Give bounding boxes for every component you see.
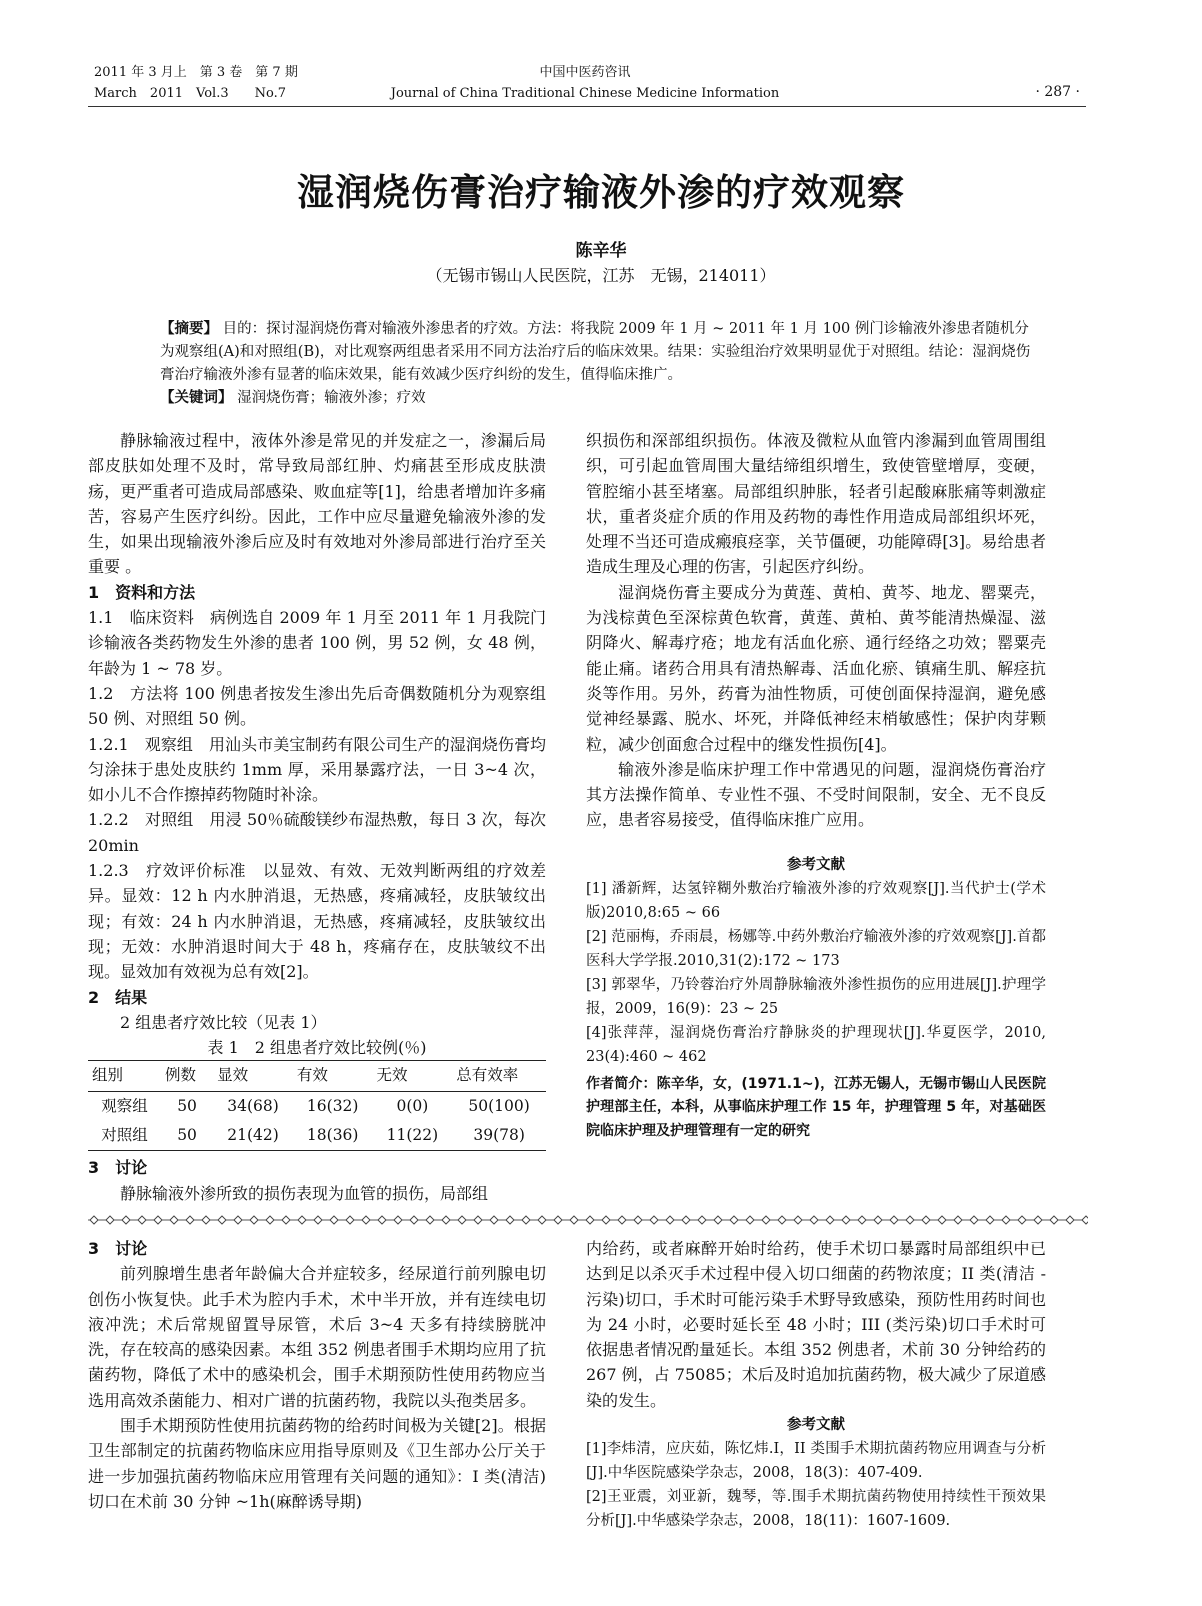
lower-paragraph-1: 前列腺增生患者年龄偏大合并症较多，经尿道行前列腺电切创伤小恢复快。此手术为腔内手术，术中半开放，并有连续电切液冲洗；术后常规留置导尿管，术后 3~4 天多有持续膀胱冲洗，存在较高的感染因素。本组 352 例患者围手术期均应用了抗菌药物，降低了术中的感染机会，围手术期预防性使用药物应当选用高效杀菌能力、相对广谱的抗菌药物，我院以头孢类居多。: [88, 1264, 546, 1410]
table-header: 组别: [88, 1061, 161, 1091]
article-title: 湿润烧伤膏治疗输液外渗的疗效观察: [297, 171, 905, 214]
section-divider: [88, 1212, 1088, 1228]
references-title: 参考文献: [787, 856, 845, 873]
divider-diamond: [570, 1216, 578, 1224]
divider-diamond: [810, 1216, 818, 1224]
divider-diamond: [426, 1216, 434, 1224]
divider-diamond: [346, 1216, 354, 1224]
section-2-heading: 2 结果: [88, 987, 148, 1007]
section-1-2-2: 1.2.2 对照组 用浸 50％硫酸镁纱布湿热敷，每日 3 次，每次 20min: [88, 810, 546, 855]
divider-diamond: [250, 1216, 258, 1224]
divider-diamond: [1002, 1216, 1010, 1224]
divider-diamond: [586, 1216, 594, 1224]
section-1-heading: 1 资料和方法: [88, 582, 196, 602]
divider-diamond: [410, 1216, 418, 1224]
divider-diamond: [522, 1216, 530, 1224]
divider-diamond: [330, 1216, 338, 1224]
abstract-block: [160, 318, 1040, 410]
table-cell: 观察组: [101, 1096, 148, 1115]
journal-name-en: Journal of China Traditional Chinese Medicine Information: [390, 86, 780, 101]
divider-diamond: [202, 1216, 210, 1224]
divider-diamond: [1050, 1216, 1058, 1224]
section-3-text: 静脉输液外渗所致的损伤表现为血管的损伤，局部组: [120, 1183, 489, 1203]
divider-diamond: [298, 1216, 306, 1224]
divider-diamond: [938, 1216, 946, 1224]
lower-references: [586, 1413, 1046, 1533]
divider-diamond: [378, 1216, 386, 1224]
table-cell: 21(42): [213, 1121, 293, 1151]
author-affiliation: （无锡市锡山人民医院，江苏 无锡，214011）: [426, 266, 776, 285]
table-caption: 表 1 2 组患者疗效比较例(％): [207, 1038, 427, 1058]
divider-diamond: [186, 1216, 194, 1224]
table-cell: 39(78): [452, 1121, 546, 1151]
section-2-text: 2 组患者疗效比较（见表 1）: [120, 1012, 327, 1032]
divider-diamond: [634, 1216, 642, 1224]
table-cell: 18(36): [293, 1121, 373, 1151]
divider-diamond: [714, 1216, 722, 1224]
discussion-paragraph-3: 输液外渗是临床护理工作中常遇见的问题，湿润烧伤膏治疗其方法操作简单、专业性不强、不受时间限制，安全、无不良反应，患者容易接受，值得临床推广应用。: [586, 759, 1046, 830]
divider-diamond: [922, 1216, 930, 1224]
divider-diamond: [90, 1216, 98, 1224]
table-cell: 对照组: [88, 1121, 161, 1151]
issue-line-en: March 2011 Vol.3 No.7: [94, 86, 286, 101]
divider-diamond: [746, 1216, 754, 1224]
keywords-label: 【关键词】: [160, 390, 233, 406]
right-column: [586, 428, 1046, 1143]
divider-diamond: [1034, 1216, 1042, 1224]
discussion-paragraph-1: 织损伤和深部组织损伤。体液及微粒从血管内渗漏到血管周围组织，可引起血管周围大量结缔组织增生，致使管壁增厚，变硬，管腔缩小甚至堵塞。局部组织肿胀，轻者引起酸麻胀痛等刺激症状，重者炎症介质的作用及药物的毒性作用造成局部组织坏死，处理不当还可造成瘢痕痉挛，关节僵硬，功能障碍[3]。易给患者造成生理及心理的伤害，引起医疗纠纷。: [586, 431, 1046, 577]
page-number: · 287 ·: [1035, 84, 1080, 100]
divider-diamond: [618, 1216, 626, 1224]
section-1-2: 1.2 方法将 100 例患者按发生渗出先后奇偶数随机分为观察组 50 例、对照组 50 例。: [88, 683, 546, 729]
table-cell: 50: [177, 1096, 197, 1115]
table-row: [88, 1121, 546, 1151]
lower-section-3-heading: 3 讨论: [88, 1239, 148, 1258]
reference-item: [4]张萍萍，湿润烧伤膏治疗静脉炎的护理现状[J].华夏医学，2010, 23(4):460 ~ 462: [586, 1024, 1046, 1065]
table-header-row: [88, 1061, 546, 1091]
divider-diamond: [218, 1216, 226, 1224]
divider-diamond: [506, 1216, 514, 1224]
divider-diamond: [970, 1216, 978, 1224]
journal-name: [80, 62, 1090, 104]
divider-diamond: [730, 1216, 738, 1224]
divider-diamond: [538, 1216, 546, 1224]
author-name: 陈辛华: [575, 241, 627, 261]
section-1-2-3: 1.2.3 疗效评价标准 以显效、有效、无效判断两组的疗效差异。显效：12 h 内水肿消退，无热感，疼痛减轻，皮肤皱纹出现；有效：24 h 内水肿消退，无热感，疼痛减轻，皮肤皱纹出现；无效：水肿消退时间大于 48 h，疼痛存在，皮肤皱纹不出现。显效加有效视为总有效[2]。: [88, 861, 546, 982]
divider-diamond: [474, 1216, 482, 1224]
divider-diamond: [282, 1216, 290, 1224]
keywords-text: 湿润烧伤膏；输液外渗；疗效: [237, 390, 426, 406]
left-column: [88, 428, 546, 1206]
table-header: 有效: [293, 1061, 373, 1091]
reference-item: [2] 范丽梅，乔雨晨，杨娜等.中药外敷治疗输液外渗的疗效观察[J].首都医科大学学报.2010,31(2):172 ~ 173: [586, 928, 1046, 969]
section-3-heading: 3 讨论: [88, 1158, 148, 1178]
lower-right-column: [586, 1236, 1046, 1533]
divider-diamond: [794, 1216, 802, 1224]
divider-diamond: [778, 1216, 786, 1224]
divider-diamond: [442, 1216, 450, 1224]
divider-diamond: [986, 1216, 994, 1224]
divider-diamond: [394, 1216, 402, 1224]
divider-diamond: [106, 1216, 114, 1224]
abstract-text: 目的：探讨湿润烧伤膏对输液外渗患者的疗效。方法：将我院 2009 年 1 月 ~ 2011 年 1 月 100 例门诊输液外渗患者随机分为观察组(A)和对照组(B)，对比观察两组患者采用不同方法治疗后的临床效果。结果：实验组治疗效果明显优于对照组。结论：湿润烧伤膏治疗输液外渗有显著的临床效果，能有效减少医疗纠纷的发生，值得临床推广。: [160, 321, 1031, 383]
issue-line-cn: 2011 年 3 月上 第 3 卷 第 7 期: [94, 65, 298, 80]
abstract-label: 【摘要】: [160, 321, 218, 337]
divider-diamond: [234, 1216, 242, 1224]
divider-diamond: [154, 1216, 162, 1224]
keywords: [160, 387, 1040, 410]
table-cell: 50(100): [468, 1096, 530, 1115]
divider-diamond: [266, 1216, 274, 1224]
lower-left-column: [88, 1236, 546, 1514]
table-cell: 50: [161, 1121, 213, 1151]
table-header: 显效: [213, 1061, 293, 1091]
divider-diamond: [458, 1216, 466, 1224]
lower-reference-item: [1]李炜清，应庆茹，陈忆炜.I，II 类围手术期抗菌药物应用调查与分析[J].中华医院感染学杂志，2008，18(3)：407-409.: [586, 1441, 1046, 1482]
reference-item: [1] 潘新辉，达氢锌糊外敷治疗输液外渗的疗效观察[J].当代护士(学术版)2010,8:65 ~ 66: [586, 880, 1046, 921]
running-header: [80, 62, 1090, 108]
table-header: 例数: [161, 1061, 213, 1091]
table-header: 无效: [373, 1061, 453, 1091]
intro-paragraph: 静脉输液过程中，液体外渗是常见的并发症之一，渗漏后局部皮肤如处理不及时，常导致局部红肿、灼痛甚至形成皮肤溃疡，更严重者可造成局部感染、败血症等[1]，给患者增加许多痛苦，容易产生医疗纠纷。因此，工作中应尽量避免输液外渗的发生，如果出现输液外渗后应及时有效地对外渗局部进行治疗至关重要 。: [88, 431, 546, 577]
divider-diamond: [554, 1216, 562, 1224]
journal-name-cn: 中国中医药咨讯: [539, 65, 631, 80]
table-cell: 16(32): [306, 1096, 359, 1115]
reference-item: [3] 郭翠华，乃铃蓉治疗外周静脉输液外渗性损伤的应用进展[J].护理学报，2009，16(9)：23 ~ 25: [586, 976, 1046, 1017]
table-row: [88, 1091, 546, 1121]
divider-diamond: [842, 1216, 850, 1224]
table-header: 总有效率: [452, 1061, 546, 1091]
results-table: [88, 1060, 546, 1151]
divider-diamond: [826, 1216, 834, 1224]
table-cell: 11(22): [373, 1121, 453, 1151]
divider-diamond: [138, 1216, 146, 1224]
divider-diamond: [170, 1216, 178, 1224]
divider-diamond: [666, 1216, 674, 1224]
divider-diamond: [602, 1216, 610, 1224]
section-1-2-1: 1.2.1 观察组 用汕头市美宝制药有限公司生产的湿润烧伤膏均匀涂抹于患处皮肤约 1mm 厚，采用暴露疗法，一日 3~4 次，如小儿不合作擦掉药物随时补涂。: [88, 734, 546, 805]
table-cell: 0(0): [396, 1096, 429, 1115]
lower-paragraph-2: 围手术期预防性使用抗菌药物的给药时间极为关键[2]。根据卫生部制定的抗菌药物临床应用指导原则及《卫生部办公厅关于进一步加强抗菌药物临床应用管理有关问题的通知》：I 类(清洁)切口在术前 30 分钟 ~1h(麻醉诱导期): [88, 1416, 546, 1511]
abstract: [160, 318, 1040, 387]
lower-reference-item: [2]王亚震，刘亚新，魏琴，等.围手术期抗菌药物使用持续性干预效果分析[J].中华感染学杂志，2008，18(11)：1607-1609.: [586, 1489, 1046, 1530]
divider-diamond: [490, 1216, 498, 1224]
divider-diamond: [858, 1216, 866, 1224]
divider-diamond: [1066, 1216, 1074, 1224]
divider-diamond: [698, 1216, 706, 1224]
header-rule: [88, 106, 1086, 107]
references: [586, 853, 1046, 1069]
discussion-paragraph-2: 湿润烧伤膏主要成分为黄莲、黄柏、黄芩、地龙、罂粟壳，为浅棕黄色至深棕黄色软膏，黄莲、黄柏、黄芩能清热燥湿、滋阴降火、解毒疗疮；地龙有活血化瘀、通行经络之功效；罂粟壳能止痛。诸药合用具有清热解毒、活血化瘀、镇痛生肌、解痉抗炎等作用。另外，药膏为油性物质，可使创面保持湿润，避免感觉神经暴露、脱水、坏死，并降低神经末梢敏感性；保护肉芽颗粒，减少创面愈合过程中的继发性损伤[4]。: [586, 582, 1046, 754]
divider-diamond: [362, 1216, 370, 1224]
divider-diamond: [874, 1216, 882, 1224]
author-bio: 作者简介：陈辛华，女，(1971.1~)，江苏无锡人，无锡市锡山人民医院护理部主任，本科，从事临床护理工作 15 年，护理管理 5 年，对基础医院临床护理及护理管理有一定的研究: [586, 1075, 1046, 1139]
divider-diamond: [890, 1216, 898, 1224]
divider-diamond: [314, 1216, 322, 1224]
divider-ornament: [88, 1212, 1088, 1228]
section-1-1: 1.1 临床资料 病例选自 2009 年 1 月至 2011 年 1 月我院门诊输液各类药物发生外渗的患者 100 例，男 52 例，女 48 例，年龄为 1 ~ 78 岁。: [88, 608, 546, 678]
divider-diamond: [906, 1216, 914, 1224]
divider-diamond: [650, 1216, 658, 1224]
divider-diamond: [954, 1216, 962, 1224]
divider-diamond: [1082, 1216, 1088, 1224]
table-cell: 34(68): [227, 1096, 279, 1115]
divider-diamond: [682, 1216, 690, 1224]
lower-right-paragraph: 内给药，或者麻醉开始时给药，使手术切口暴露时局部组织中已达到足以杀灭手术过程中侵入切口细菌的药物浓度；II 类(清洁 - 污染)切口，手术时可能污染手术野导致感染，预防性用药时间也为 24 小时，必要时延长至 48 小时；III (类污染)切口手术时可依据患者情况酌量延长。本组 352 例患者，术前 30 分钟给药的 267 例，占 75085；术后及时追加抗菌药物，极大减少了尿道感染的发生。: [586, 1239, 1046, 1410]
lower-references-title: 参考文献: [787, 1417, 845, 1434]
divider-diamond: [1018, 1216, 1026, 1224]
divider-diamond: [762, 1216, 770, 1224]
divider-diamond: [122, 1216, 130, 1224]
